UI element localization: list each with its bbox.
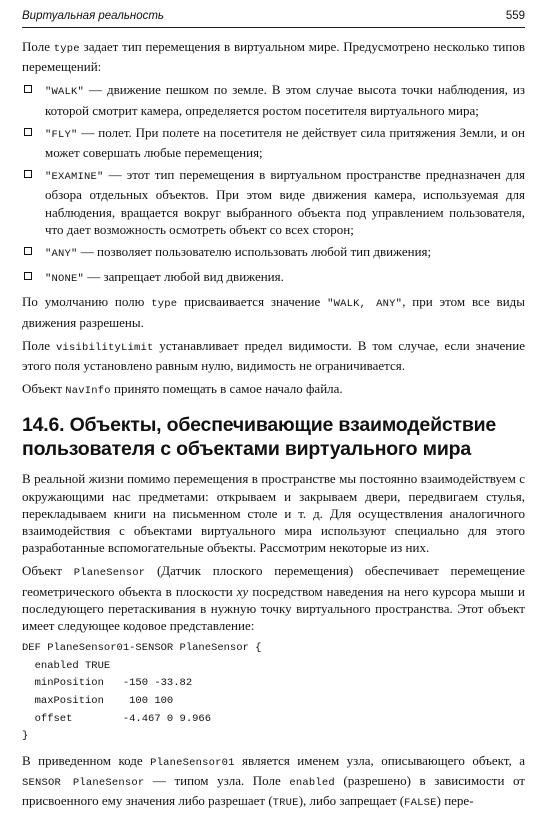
list-item-text: — запрещает любой вид движения. xyxy=(84,269,284,285)
inline-code: "NONE" xyxy=(45,273,85,286)
text-span: посредством наведения на него курсора мыши и последующего перетаскивания в нужную точку виртуального пространства. Этот объект имеет следующее кодовое представление: xyxy=(22,583,525,634)
list-item-text: — этот тип перемещения в виртуальном пространстве предназначен для обзора отдельных объектов. При этом виде движения камера, используемая для наблюдения, вращается вокруг выбранного объекта под управлением пользователя, что дает возможность осмотреть объект со всех сторон; xyxy=(45,167,525,237)
list-item-text: — позволяет пользователю использовать любой тип движения; xyxy=(77,244,432,260)
page-content xyxy=(22,38,525,818)
body-paragraph: В реальной жизни помимо перемещения в пространстве мы постоянно взаимодействуем с окружающими нас предметами: открываем и закрываем двери, передвигаем стулья, перекладываем книги на письменном столе и т. д. Для осуществления аналогичного взаимодействия с объектами виртуального мира используют специально для этого разработанные вспомогательные объекты. Рассмотрим некоторые из них. xyxy=(22,471,525,556)
text-span: устанавливает предел видимости. В том случае, если значение этого поля установлено равным нулю, видимость не ограничивается. xyxy=(22,337,525,374)
visibility-paragraph xyxy=(22,337,525,374)
inline-code: NavInfo xyxy=(65,385,111,398)
list-item-text: — полет. При полете на посетителя не действует сила притяжения Земли, и он может совершать любые перемещения; xyxy=(45,124,525,161)
checkbox-bullet-icon xyxy=(24,272,32,280)
inline-code: "FLY" xyxy=(45,128,78,141)
text-span: По умолчанию полю xyxy=(22,294,152,310)
checkbox-bullet-icon xyxy=(24,85,32,93)
inline-code: enabled xyxy=(289,777,335,790)
inline-code: type xyxy=(53,43,80,55)
inline-code: "WALK, ANY" xyxy=(327,298,403,311)
text-span: Объект xyxy=(22,381,66,397)
checkbox-bullet-icon xyxy=(24,170,32,178)
inline-code: SENSOR PlaneSensor xyxy=(22,777,145,790)
page-number: 559 xyxy=(505,10,525,22)
text-span: ) пере- xyxy=(436,793,474,809)
text-span: принято помещать в самое начало файла. xyxy=(110,381,343,397)
text-span: Поле xyxy=(22,39,54,54)
inline-code: FALSE xyxy=(404,797,437,810)
default-value-paragraph xyxy=(22,293,525,330)
list-item xyxy=(22,124,525,161)
inline-code: "EXAMINE" xyxy=(45,171,104,184)
planesensor-paragraph xyxy=(22,562,525,634)
checkbox-bullet-icon xyxy=(24,128,32,136)
text-span: присваивается значение xyxy=(177,294,328,310)
text-span: В приведенном коде xyxy=(22,752,151,768)
list-item xyxy=(22,268,525,288)
inline-code: PlaneSensor01 xyxy=(150,756,235,769)
text-span: (Датчик плоского перемещения) обеспечивает перемещение геометрического объекта в плоскости xyxy=(22,563,525,599)
text-span: , при этом все виды движения разрешены. xyxy=(22,294,525,330)
text-span: является именем узла, описывающего объект, а xyxy=(234,752,525,768)
intro-paragraph xyxy=(22,38,525,75)
text-span: задает тип перемещения в виртуальном мире. Предусмотрено несколько типов перемещений: xyxy=(22,39,525,75)
text-span: — типом узла. Поле xyxy=(144,773,290,789)
running-head-title: Виртуальная реальность xyxy=(22,10,164,22)
section-heading: 14.6. Объекты, обеспечивающие взаимодействие пользователя с объектами виртуального мира xyxy=(22,414,497,461)
inline-code: "WALK" xyxy=(45,86,85,99)
list-item xyxy=(22,243,525,263)
list-item xyxy=(22,81,525,118)
text-span: Объект xyxy=(22,563,74,579)
list-item-text: — движение пешком по земле. В этом случае высота точки наблюдения, из которой смотрит камера, определяется ростом посетителя виртуального мира; xyxy=(45,82,525,118)
header-rule xyxy=(22,27,525,28)
list-item xyxy=(22,166,525,238)
text-span: ), либо запрещает ( xyxy=(298,793,405,809)
inline-code: "ANY" xyxy=(45,248,78,261)
navigation-type-list xyxy=(22,81,525,288)
running-header xyxy=(22,10,525,28)
inline-code: visibilityLimit xyxy=(55,341,154,354)
text-span: (разрешено) в зависимости от присвоенного ему значения либо разрешает ( xyxy=(22,773,525,809)
code-listing: DEF PlaneSensor01-SENSOR PlaneSensor { enabled TRUE minPosition -150 -33.82 maxPosition 100 100 offset -4.467 0 9.966 } xyxy=(22,642,262,743)
inline-code: PlaneSensor xyxy=(73,567,146,580)
text-span: Поле xyxy=(22,337,56,353)
inline-code: type xyxy=(151,298,178,311)
navinfo-paragraph xyxy=(22,380,525,400)
code-explanation-paragraph xyxy=(22,752,525,813)
inline-code: TRUE xyxy=(272,797,299,810)
checkbox-bullet-icon xyxy=(24,247,32,255)
italic-variable: xy xyxy=(236,583,249,599)
